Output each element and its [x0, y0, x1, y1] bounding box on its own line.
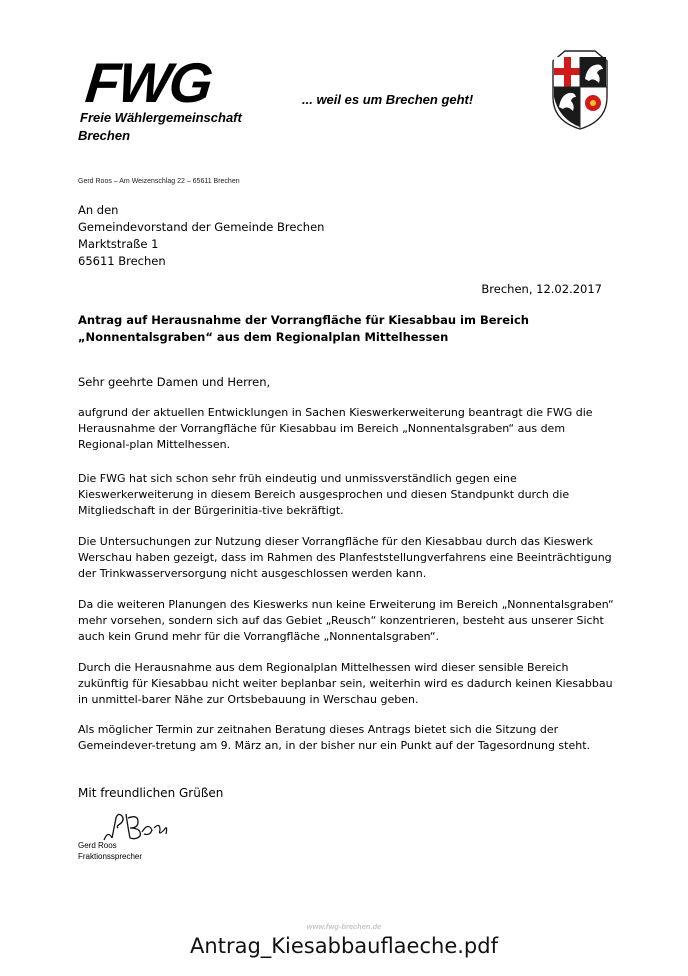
- body-paragraph: Die Untersuchungen zur Nutzung dieser Vorrangfläche für den Kiesabbau durch das Kieswerk Werschau haben gezeigt, dass im Rahmen des Planfeststellungverfahrens eine Beeinträchtigung der Trinkwasserversorgung nicht ausgeschlossen werden kann.: [78, 535, 612, 581]
- signer-role: Fraktionssprecher: [78, 852, 143, 861]
- letter-date: Brechen, 12.02.2017: [481, 282, 602, 296]
- body-paragraph: Durch die Herausnahme aus dem Regionalplan Mittelhessen wird dieser sensible Bereich zukünftig für Kiesabbau nicht weiter beplanbar sein, weiterhin wird es dadurch keinen Kiesabbau in unmittel-barer Nähe zur Ortsbebauung in Werschau geben.: [78, 661, 613, 707]
- letter-subject: Antrag auf Herausnahme der Vorrangfläche für Kiesabbau im Bereich „Nonnentalsgraben“ aus dem Regionalplan Mittelhessen: [78, 313, 529, 344]
- body-paragraph: Die FWG hat sich schon sehr früh eindeutig und unmissverständlich gegen eine Kieswerkerweiterung in diesem Bereich ausgesprochen und diesen Standpunkt durch die Mitgliedschaft in der Bürgerinitia-tive bekräftigt.: [78, 472, 570, 518]
- file-name-caption[interactable]: Antrag_Kiesabbauflaeche.pdf: [190, 934, 498, 958]
- signature-block: [78, 840, 142, 862]
- sender-address-line: Gerd Roos – Am Weizenschlag 22 – 65611 Brechen: [78, 178, 240, 185]
- recipient-line: 65611 Brechen: [78, 254, 166, 268]
- slogan: ... weil es um Brechen geht!: [302, 92, 474, 107]
- body-paragraph: Da die weiteren Planungen des Kieswerks nun keine Erweiterung im Bereich „Nonnentalsgraben“ mehr vorsehen, sondern sich auf das Gebiet „Reusch“ konzentrieren, besteht aus unserer Sicht auch kein Grund mehr für die Vorrangfläche „Nonnentalsgraben“.: [78, 598, 614, 644]
- logo-town-name: Brechen: [78, 128, 131, 143]
- coat-of-arms-icon: [545, 47, 615, 131]
- logo-org-name: Freie Wählergemeinschaft: [80, 110, 242, 125]
- fwg-logo: FWG: [82, 51, 214, 114]
- body-paragraph: aufgrund der aktuellen Entwicklungen in Sachen Kieswerkerweiterung beantragt die FWG die Herausnahme der Vorrangfläche für Kiesabbau im Bereich „Nonnentalsgraben“ aus dem Regional-plan Mittelhessen.: [78, 406, 593, 452]
- recipient-line: An den: [78, 203, 119, 217]
- body-paragraph: Als möglicher Termin zur zeitnahen Beratung dieses Antrags bietet sich die Sitzung der Gemeindever-tretung am 9. März an, in der bisher nur ein Punkt auf der Tagesordnung steht.: [78, 723, 591, 753]
- recipient-line: Marktstraße 1: [78, 237, 159, 251]
- closing-phrase: Mit freundlichen Grüßen: [78, 786, 224, 800]
- salutation: Sehr geehrte Damen und Herren,: [78, 375, 271, 389]
- recipient-line: Gemeindevorstand der Gemeinde Brechen: [78, 220, 325, 234]
- signer-name: Gerd Roos: [78, 841, 117, 850]
- recipient-address: [78, 202, 324, 270]
- footer-website: www.fwg-brechen.de: [306, 922, 382, 931]
